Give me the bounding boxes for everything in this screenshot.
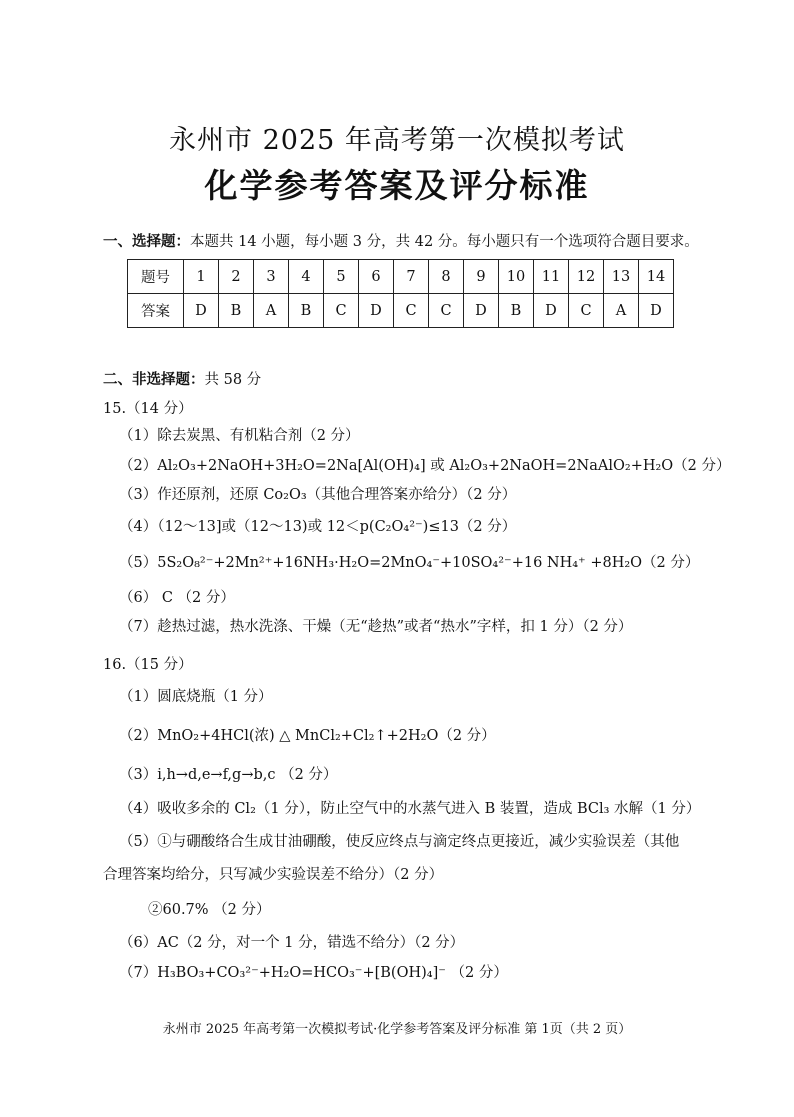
q15-part5: （5）5S₂O₈²⁻+2Mn²⁺+16NH₃·H₂O=2MnO₄⁻+10SO₄²⁻+16 NH₄⁺ +8H₂O（2 分）	[119, 555, 700, 571]
q-answer: B	[289, 294, 324, 328]
q15-part7: （7）趁热过滤，热水洗涤、干燥（无“趁热”或者“热水”字样，扣 1 分）（2 分）	[119, 619, 633, 635]
q-number: 1	[184, 260, 219, 294]
q-answer: C	[429, 294, 464, 328]
q-number: 13	[604, 260, 639, 294]
q-number: 9	[464, 260, 499, 294]
q-number: 5	[324, 260, 359, 294]
q-number: 3	[254, 260, 289, 294]
q16-part5-line1: （5）①与硼酸络合生成甘油硼酸，使反应终点与滴定终点更接近，减少实验误差（其他	[119, 834, 680, 850]
q-number: 12	[569, 260, 604, 294]
q-number: 6	[359, 260, 394, 294]
q-answer: B	[499, 294, 534, 328]
q-answer: D	[184, 294, 219, 328]
q-number: 14	[639, 260, 674, 294]
exam-title: 永州市 2025 年高考第一次模拟考试	[169, 125, 625, 156]
q-answer: C	[394, 294, 429, 328]
document-subtitle: 化学参考答案及评分标准	[204, 166, 590, 205]
q16-part2: （2）MnO₂+4HCl(浓) △ MnCl₂+Cl₂↑+2H₂O（2 分）	[119, 728, 496, 744]
q-number: 10	[499, 260, 534, 294]
q16-part1: （1）圆底烧瓶（1 分）	[119, 689, 273, 705]
q15-part1: （1）除去炭黑、有机粘合剂（2 分）	[119, 428, 360, 444]
q-number: 7	[394, 260, 429, 294]
section2-label: 二、非选择题：	[103, 372, 205, 388]
section1-label: 一、选择题：	[103, 234, 190, 250]
q15-part6: （6） C （2 分）	[119, 590, 235, 606]
q16-part4: （4）吸收多余的 Cl₂（1 分），防止空气中的水蒸气进入 B 装置，造成 BCl₃ 水解（1 分）	[119, 801, 701, 817]
q-answer: C	[324, 294, 359, 328]
q-number: 11	[534, 260, 569, 294]
table-row-answers	[128, 294, 674, 328]
q-answer: D	[464, 294, 499, 328]
q-number: 2	[219, 260, 254, 294]
row-label-answer: 答案	[128, 294, 184, 328]
q-number: 8	[429, 260, 464, 294]
q15-part2: （2）Al₂O₃+2NaOH+3H₂O=2Na[Al(OH)₄] 或 Al₂O₃+2NaOH=2NaAlO₂+H₂O（2 分）	[119, 458, 731, 474]
section1-text: 本题共 14 小题，每小题 3 分，共 42 分。每小题只有一个选项符合题目要求。	[190, 234, 699, 250]
q-answer: C	[569, 294, 604, 328]
q16-part6: （6）AC（2 分，对一个 1 分，错选不给分）（2 分）	[119, 935, 465, 951]
q16-part7: （7）H₃BO₃+CO₃²⁻+H₂O=HCO₃⁻+[B(OH)₄]⁻ （2 分）	[119, 965, 508, 981]
q15-part3: （3）作还原剂，还原 Co₂O₃（其他合理答案亦给分）（2 分）	[119, 487, 517, 503]
q-answer: B	[219, 294, 254, 328]
section2-heading	[103, 370, 261, 390]
answer-table	[127, 259, 674, 328]
q-answer: D	[359, 294, 394, 328]
q-answer: A	[254, 294, 289, 328]
section2-text: 共 58 分	[204, 372, 262, 388]
section1-heading	[103, 232, 699, 252]
q16-heading: 16.（15 分）	[103, 657, 193, 673]
q-answer: D	[639, 294, 674, 328]
q15-part4: （4）（12～13]或（12～13)或 12＜p(C₂O₄²⁻)≤13（2 分）	[119, 519, 517, 535]
page-footer: 永州市 2025 年高考第一次模拟考试·化学参考答案及评分标准 第 1页（共 2 页）	[162, 1022, 632, 1037]
q-answer: A	[604, 294, 639, 328]
q-number: 4	[289, 260, 324, 294]
q15-heading: 15.（14 分）	[103, 401, 193, 417]
table-row-numbers	[128, 260, 674, 294]
q16-part5-line2: 合理答案均给分，只写减少实验误差不给分）（2 分）	[103, 867, 444, 883]
q-answer: D	[534, 294, 569, 328]
q16-part3: （3）i,h→d,e→f,g→b,c （2 分）	[119, 767, 338, 783]
row-label-number: 题号	[128, 260, 184, 294]
q16-part5-result: ②60.7% （2 分）	[148, 902, 271, 918]
